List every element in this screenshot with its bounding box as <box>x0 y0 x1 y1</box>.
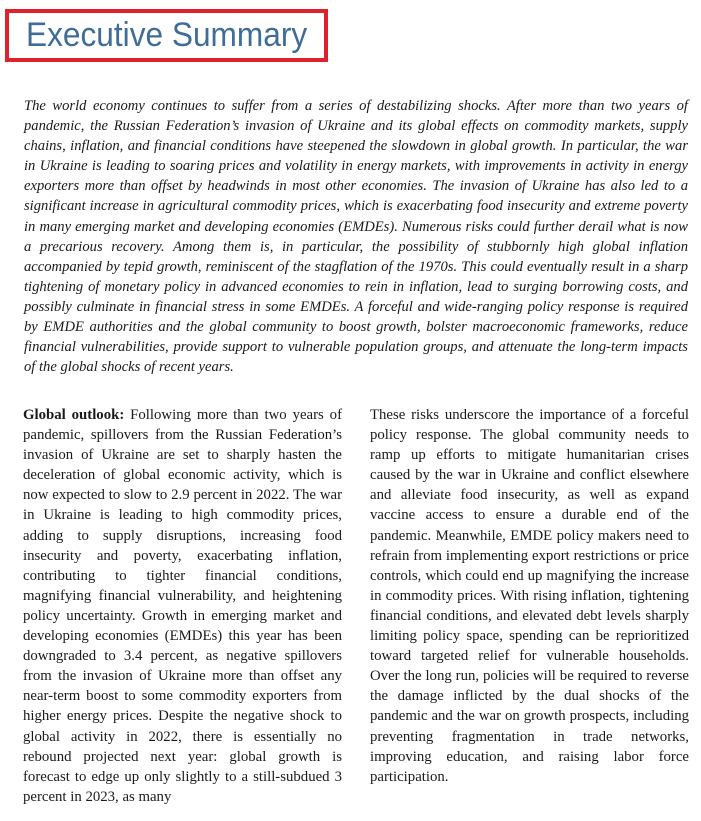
page-title: Executive Summary <box>26 16 308 54</box>
body-column-right <box>370 405 689 787</box>
abstract-paragraph: The world economy continues to suffer from a series of destabilizing shocks. After more than two years of pandemic, the Russian Federation’s invasion of Ukraine and its global effects on commodity markets, supply chains, inflation, and financial conditions have steepened the slowdown in global growth. In particular, the war in Ukraine is leading to soaring prices and volatility in energy markets, with improvements in activity in energy exporters more than offset by headwinds in most other economies. The invasion of Ukraine has also led to a significant increase in agricultural commodity prices, which is exacerbating food insecurity and extreme poverty in many emerging market and developing economies (EMDEs). Numerous risks could further derail what is now a precarious recovery. Among them is, in particular, the possibility of stubbornly high global inflation accompanied by tepid growth, reminiscent of the stagflation of the 1970s. This could eventually result in a sharp tightening of monetary policy in advanced economies to rein in inflation, lead to surging borrowing costs, and possibly culminate in financial stress in some EMDEs. A forceful and wide-ranging policy response is required by EMDE authorities and the global community to boost growth, bolster macroeconomic frameworks, reduce financial vulnerabilities, provide support to vulnerable population groups, and attenuate the long-term impacts of the global shocks of recent years. <box>24 98 688 376</box>
section-lead-heading: Global outlook: <box>23 407 125 423</box>
title-highlight-box <box>5 9 328 62</box>
body-column-left <box>23 405 342 807</box>
body-text-right: These risks underscore the importance of a forceful policy response. The global community needs to ramp up efforts to mitigate humanitarian crises caused by the war in Ukraine and conflict elsewhere and alleviate food insecurity, as well as expand vaccine access to ensure a durable end of the pandemic. Meanwhile, EMDE policy makers need to refrain from implementing export restrictions or price controls, which could end up magnifying the increase in commodity prices. With rising inflation, tightening financial conditions, and elevated debt levels sharply limiting policy space, spending can be reprioritized toward targeted relief for vulnerable households. Over the long run, policies will be required to reverse the damage inflicted by the dual shocks of the pandemic and the war on growth prospects, including preventing fragmentation in trade networks, improving education, and raising labor force participation. <box>370 407 689 785</box>
body-text-left: Following more than two years of pandemic, spillovers from the Russian Federation’s invasion of Ukraine are set to sharply hasten the deceleration of global economic activity, which is now expected to slow to 2.9 percent in 2022. The war in Ukraine is leading to high commodity prices, adding to supply disruptions, increasing food insecurity and poverty, exacerbating inflation, contributing to tighter financial conditions, magnifying financial vulnerability, and heightening policy uncertainty. Growth in emerging market and developing economies (EMDEs) this year has been downgraded to 3.4 percent, as negative spillovers from the invasion of Ukraine more than offset any near-term boost to some commodity exporters from higher energy prices. Despite the negative shock to global activity in 2022, there is essentially no rebound projected next year: global growth is forecast to edge up only slightly to a still-subdued 3 percent in 2023, as many <box>23 407 342 805</box>
